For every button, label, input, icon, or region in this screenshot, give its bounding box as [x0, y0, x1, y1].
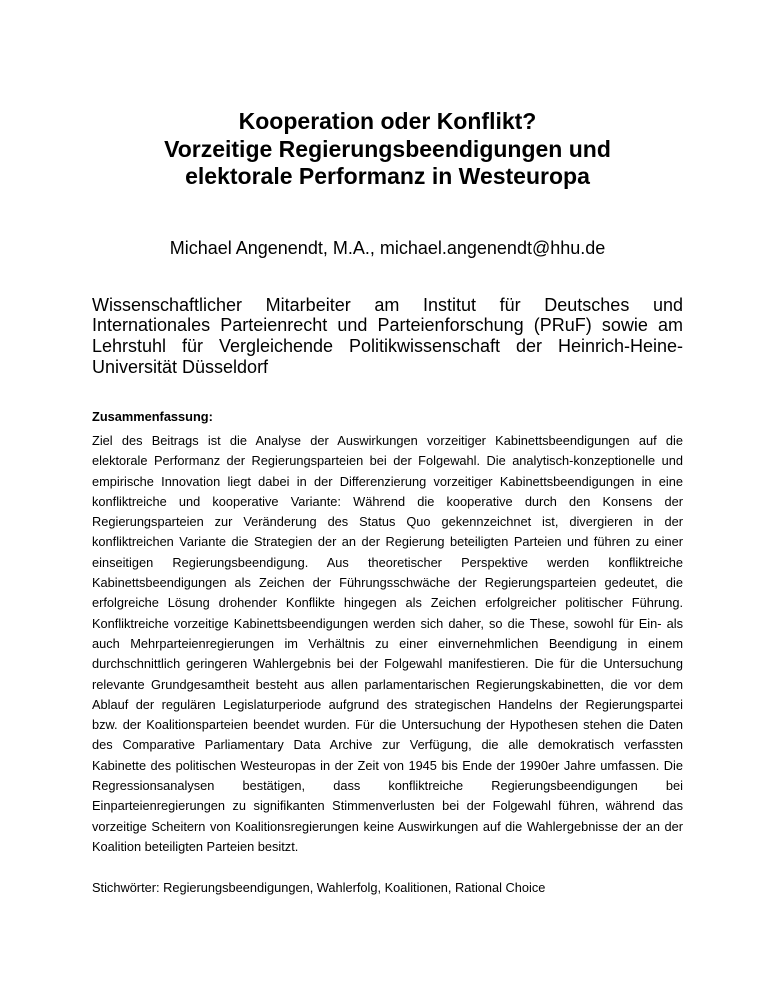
affiliation-line: Universität Düsseldorf	[92, 356, 269, 377]
abstract-line: vorzeitige Scheitern von Koalitionsregierungen keine Auswirkungen auf die Wahlergebnisse der an der	[92, 818, 683, 834]
abstract-line: konfliktreichen Variante die Strategien der an der Regierung beteiligten Parteien und führen zu einer	[92, 534, 683, 550]
abstract-line: Regierungsparteien zur Veränderung des Status Quo gekennzeichnet ist, divergieren in der	[92, 514, 683, 530]
abstract-line: konfliktreiche und kooperative Variante: Während die kooperative durch den Konsens der	[92, 493, 683, 509]
abstract-line: Ablauf der regulären Legislaturperiode aufgrund des strategischen Handelns der Regierungspartei	[92, 696, 683, 712]
title-line: Vorzeitige Regierungsbeendigungen und	[164, 135, 611, 162]
keywords-line: Stichwörter: Regierungsbeendigungen, Wahlerfolg, Koalitionen, Rational Choice	[92, 880, 546, 896]
abstract-line: elektorale Performanz der Regierungsparteien bei der Folgewahl. Die analytisch-konzeptionelle und	[92, 453, 683, 469]
abstract-line: bzw. der Koalitionsparteien beendet wurden. Für die Untersuchung der Hypothesen stehen die Daten	[92, 717, 683, 733]
abstract-line: des Comparative Parliamentary Data Archive zur Verfügung, die alle demokratisch verfassten	[92, 737, 683, 753]
author-line: Michael Angenendt, M.A., michael.angenendt@hhu.de	[169, 237, 606, 258]
affiliation-line: Lehrstuhl für Vergleichende Politikwissenschaft der Heinrich-Heine-	[92, 336, 683, 357]
affiliation	[92, 295, 683, 378]
affiliation-line: Internationales Parteienrecht und Parteienforschung (PRuF) sowie am	[92, 315, 683, 336]
abstract-text	[92, 431, 683, 857]
abstract-line: einseitigen Regierungsbeendigung. Aus theoretischer Perspektive werden konfliktreiche	[92, 554, 683, 570]
abstract-line: erfolgreiche Lösung drohender Konflikte hingegen als Zeichen erfolgreicher politischer Führung.	[92, 595, 683, 611]
abstract-line: Ziel des Beitrags ist die Analyse der Auswirkungen vorzeitiger Kabinettsbeendigungen auf die	[92, 432, 683, 448]
title-line: Kooperation oder Konflikt?	[238, 108, 537, 134]
abstract-line: Konfliktreiche vorzeitige Kabinettsbeendigungen werden sich daher, so die These, sowohl für Ein- als	[92, 615, 683, 631]
page-title	[92, 108, 683, 191]
abstract-line: Einparteienregierungen zu signifikanten Stimmenverlusten bei der Folgewahl führen, während das	[92, 798, 683, 814]
abstract-line: Koalition beteiligten Parteien besitzt.	[92, 838, 299, 854]
abstract-line: Kabinettsbeendigungen als Zeichen der Führungsschwäche der Regierungsparteien gedeutet, die	[92, 575, 683, 591]
abstract-line: empirische Innovation liegt dabei in der Differenzierung vorzeitiger Kabinettsbeendigungen in eine	[92, 473, 683, 489]
abstract-line: Regressionsanalysen bestätigen, dass konfliktreiche Regierungsbeendigungen bei	[92, 778, 683, 794]
title-line: elektorale Performanz in Westeuropa	[185, 163, 590, 189]
abstract-heading: Zusammenfassung:	[92, 408, 213, 424]
abstract-line: auch Mehrparteienregierungen im Verhältnis zu einer einvernehmlichen Beendigung in einem	[92, 635, 683, 651]
abstract-line: durchschnittlich geringeren Wahlergebnis bei der Folgewahl manifestieren. Die für die Untersuchung	[92, 656, 683, 672]
abstract-line: relevante Grundgesamtheit besteht aus allen parlamentarischen Regierungskabinetten, die vor dem	[92, 676, 683, 692]
abstract-line: Kabinette des politischen Westeuropas in der Zeit von 1945 bis Ende der 1990er Jahre umfassen. Die	[92, 757, 683, 773]
affiliation-line: Wissenschaftlicher Mitarbeiter am Institut für Deutsches und	[92, 294, 683, 315]
